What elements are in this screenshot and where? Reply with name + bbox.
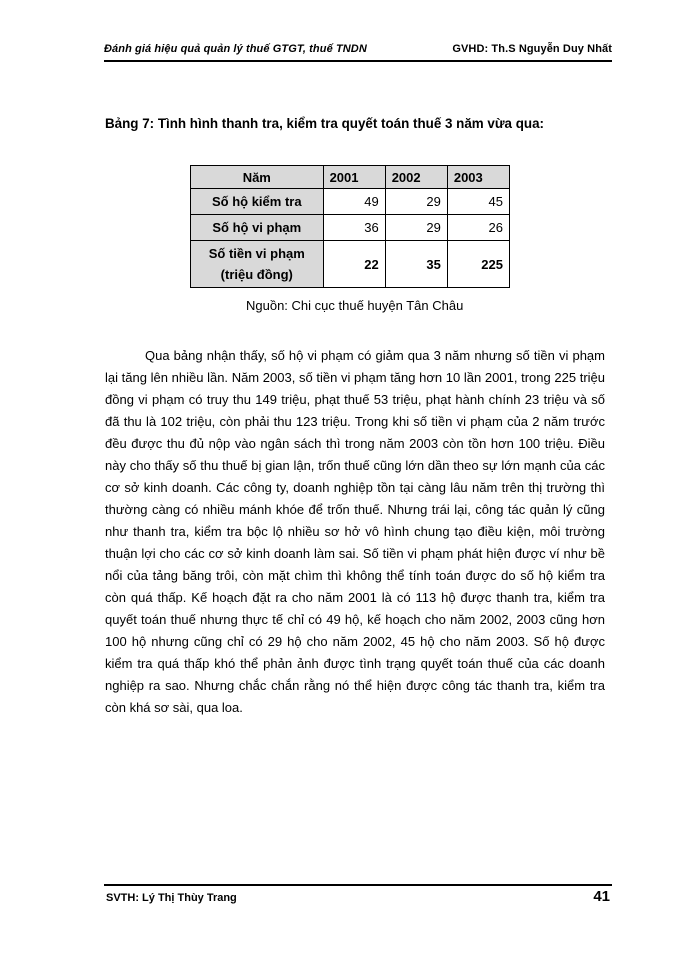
table-header-row xyxy=(191,166,510,189)
row-label xyxy=(191,241,324,288)
table-cell: 49 xyxy=(323,189,385,215)
table-cell: 29 xyxy=(385,215,447,241)
page-number: 41 xyxy=(593,888,610,905)
table-row xyxy=(191,189,510,215)
table-title: Bảng 7: Tình hình thanh tra, kiểm tra quyết toán thuế 3 năm vừa qua: xyxy=(105,116,544,131)
table-cell: 36 xyxy=(323,215,385,241)
row-label-line: Số tiền vi phạm xyxy=(208,246,305,261)
table-header-cell: Năm xyxy=(191,166,324,189)
table-cell: 26 xyxy=(447,215,509,241)
body-paragraph: Qua bảng nhận thấy, số hộ vi phạm có giảm qua 3 năm nhưng số tiền vi phạm lại tăng lên nhiều lần. Năm 2003, số tiền vi phạm tăng hơn 10 lần 2001, trong 225 triệu đồng vi phạm có truy thu 149 triệu, phạt thuế 53 triệu, phạt hành chính 23 triệu và số đã thu là 102 triệu, còn phải thu 123 triệu. Trong khi số tiền vi phạm của 2 năm trước đều được thu đủ nộp vào ngân sách thì trong năm 2003 còn tồn hơn 100 triệu. Điều này cho thấy số thu thuế bị gian lận, trốn thuế cũng lớn dần theo sự lớn mạnh của các cơ sở kinh doanh. Các công ty, doanh nghiệp tồn tại càng lâu năm trên thị trường thì thường càng có nhiều mánh khóe để trốn thuế. Nhưng trái lại, công tác quản lý cũng như thanh tra, kiểm tra bộc lộ nhiều sơ hở vô hình chung tạo điều kiện, môi trường thuận lợi cho các cơ sở kinh doanh làm sai. Số tiền vi phạm phát hiện được ví như bề nổi của tảng băng trôi, còn mặt chìm thì không thể tính toán được do số hộ kiểm tra còn quá thấp. Kế hoạch đặt ra cho năm 2001 là có 113 hộ được thanh tra, kiểm tra quyết toán thuế nhưng thực tế chỉ có 49 hộ, kế hoạch cho năm 2002, 2003 cũng hơn 100 hộ nhưng cũng chỉ có 29 hộ cho năm 2002, 45 hộ cho năm 2003. Số hộ được kiểm tra quá thấp khó thể phản ảnh được tình trạng quyết toán thuế của các doanh nghiệp ra sao. Nhưng chắc chắn rằng nó thể hiện được công tác thanh tra, kiểm tra còn khá sơ sài, qua loa. xyxy=(105,348,605,715)
table-header-cell: 2003 xyxy=(447,166,509,189)
table-cell: 35 xyxy=(385,241,447,288)
inspection-table xyxy=(190,165,510,288)
header-advisor: GVHD: Th.S Nguyễn Duy Nhất xyxy=(452,43,612,55)
table-cell: 225 xyxy=(447,241,509,288)
footer-author: SVTH: Lý Thị Thùy Trang xyxy=(106,892,237,904)
table-row xyxy=(191,241,510,288)
header-document-title: Đánh giá hiệu quả quản lý thuế GTGT, thuế TNDN xyxy=(104,43,367,55)
table-header-cell: 2001 xyxy=(323,166,385,189)
row-label: Số hộ vi phạm xyxy=(191,215,324,241)
row-label-line: (triệu đồng) xyxy=(220,267,293,282)
row-label: Số hộ kiểm tra xyxy=(191,189,324,215)
table-cell: 45 xyxy=(447,189,509,215)
page-header xyxy=(104,38,612,62)
table-cell: 29 xyxy=(385,189,447,215)
page-footer xyxy=(104,884,612,910)
table-source: Nguồn: Chi cục thuế huyện Tân Châu xyxy=(246,298,464,313)
table-cell: 22 xyxy=(323,241,385,288)
table-row xyxy=(191,215,510,241)
table-header-cell: 2002 xyxy=(385,166,447,189)
